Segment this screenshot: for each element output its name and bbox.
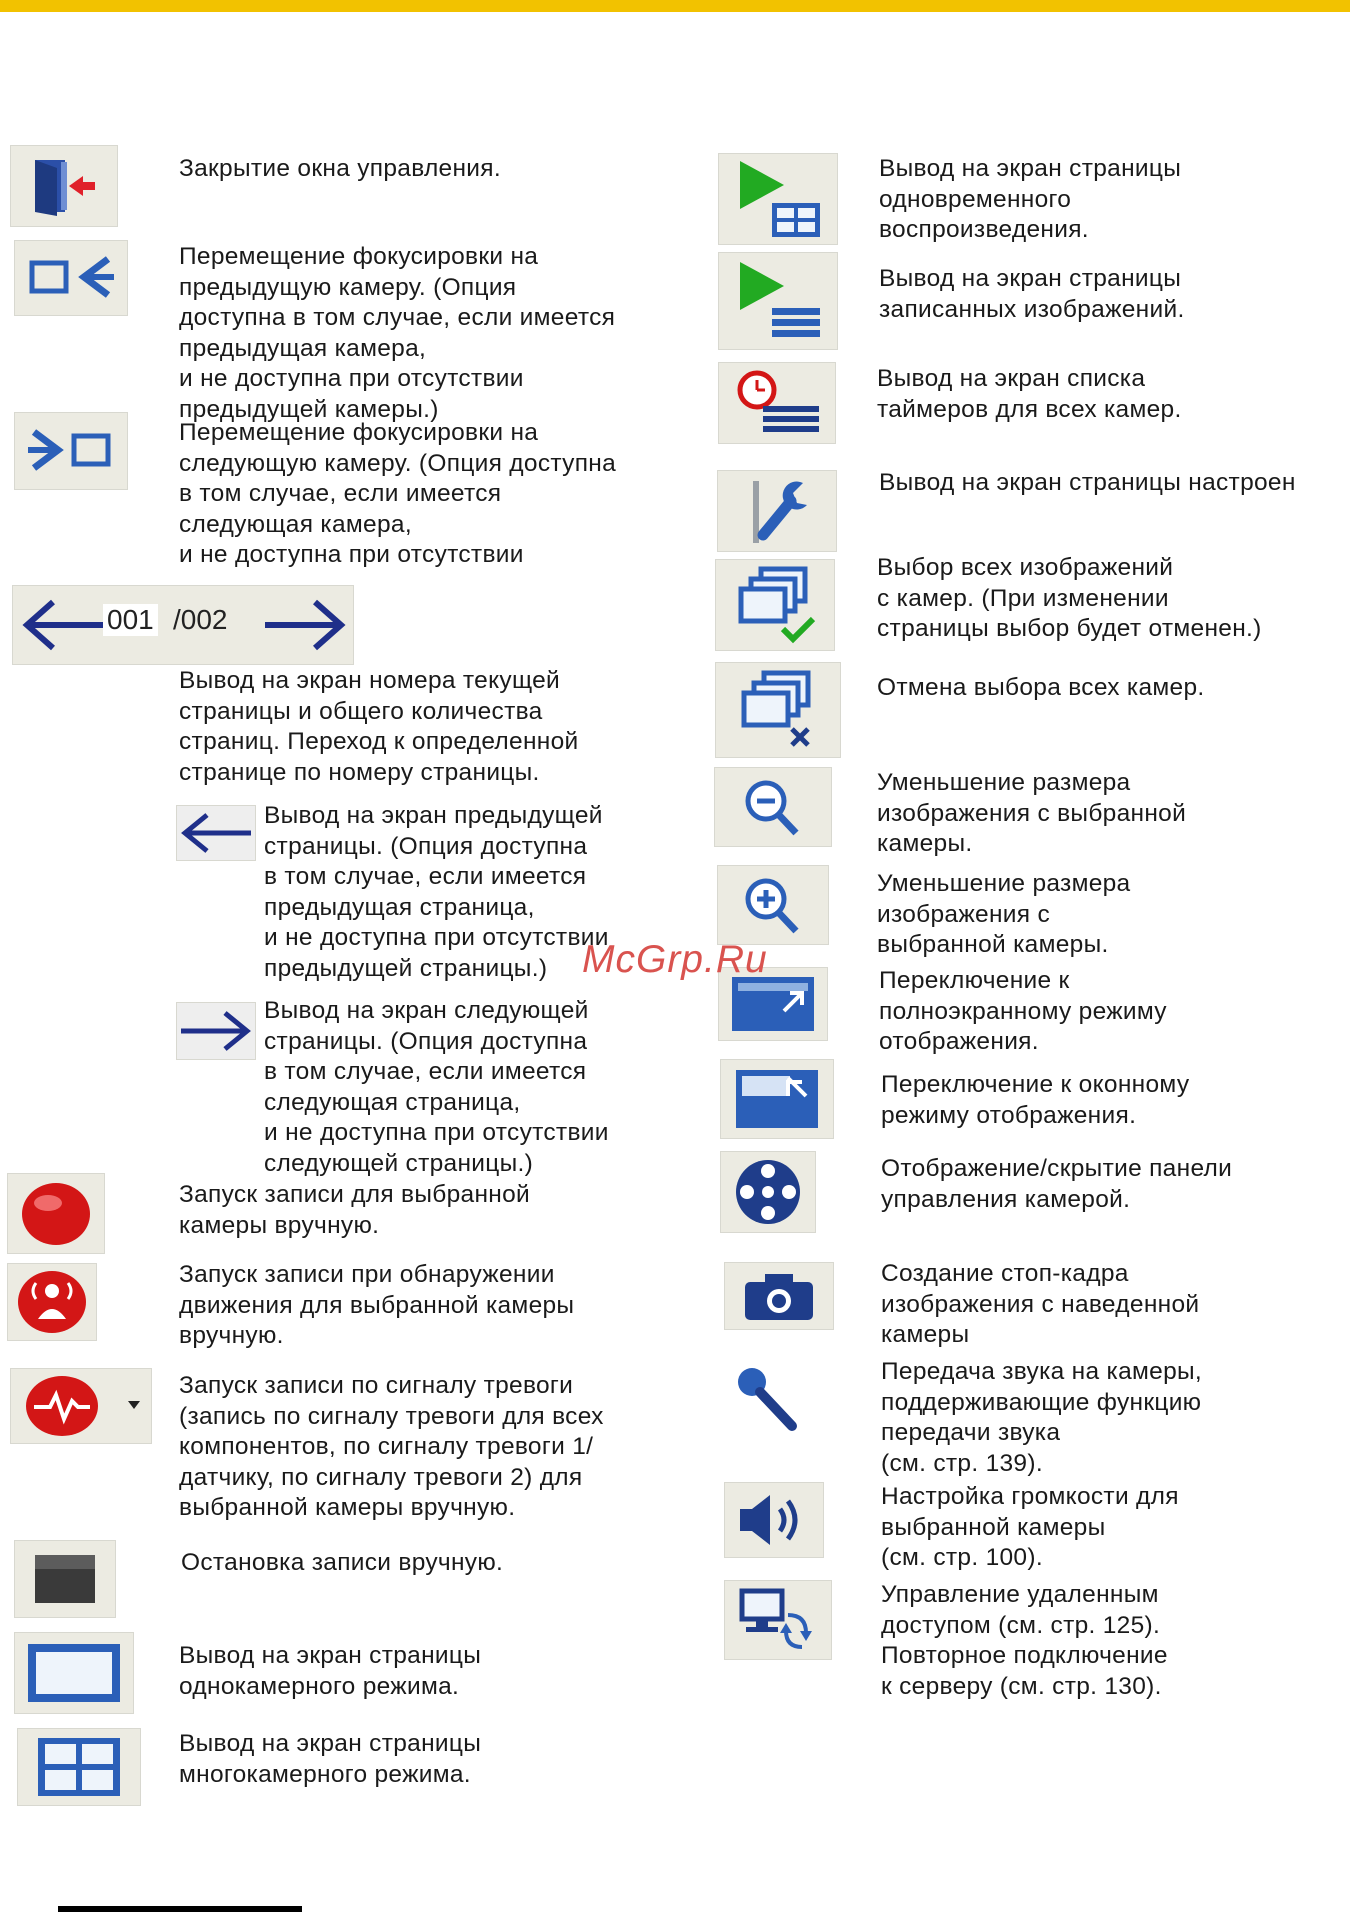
stop-record-desc: Остановка записи вручную. — [181, 1549, 504, 1576]
multi-view-desc: Вывод на экран страницы многокамерного режима. — [179, 1730, 482, 1788]
remote-access-desc: Управление удаленным доступом (см. стр. 125). Повторное подключение к серверу (см. стр. 130). — [881, 1581, 1168, 1700]
window-mode-desc: Переключение к оконному режиму отображения. — [881, 1071, 1190, 1129]
ptz-panel-desc: Отображение/скрытие панели управления камерой. — [881, 1155, 1233, 1213]
remote-access-icon[interactable] — [724, 1580, 832, 1660]
select-all-icon[interactable] — [715, 559, 835, 651]
manual-record-desc: Запуск записи для выбранной камеры вручную. — [179, 1181, 531, 1239]
next-camera-desc: Перемещение фокусировки на следующую камеру. (Опция доступна в том случае, если имеется следующая камера, и не доступна при отсутствии — [179, 419, 617, 568]
timer-list-icon[interactable] — [718, 362, 836, 444]
microphone-talk-icon[interactable] — [718, 1360, 822, 1440]
recorded-images-desc: Вывод на экран страницы записанных изображений. — [879, 265, 1185, 323]
page-navigator-desc: Вывод на экран номера текущей страницы и общего количества страниц. Переход к определенной странице по номеру страницы. — [179, 667, 579, 786]
top-accent-bar — [0, 0, 1350, 12]
prev-camera-icon[interactable] — [14, 240, 128, 316]
talk-desc: Передача звука на камеры, поддерживающие функцию передачи звука (см. стр. 139). — [881, 1358, 1203, 1477]
prev-page-icon[interactable] — [176, 805, 256, 861]
settings-desc: Вывод на экран страницы настроен — [879, 469, 1296, 496]
ptz-panel-icon[interactable] — [720, 1151, 816, 1233]
volume-desc: Настройка громкости для выбранной камеры (см. стр. 100). — [881, 1483, 1179, 1571]
page-prev-arrow-icon[interactable] — [19, 596, 107, 654]
single-view-desc: Вывод на экран страницы однокамерного режима. — [179, 1642, 482, 1700]
volume-speaker-icon[interactable] — [724, 1482, 824, 1558]
deselect-all-icon[interactable] — [715, 662, 841, 758]
settings-wrench-icon[interactable] — [717, 470, 837, 552]
single-view-icon[interactable] — [14, 1632, 134, 1714]
snapshot-camera-icon[interactable] — [724, 1262, 834, 1330]
multi-view-icon[interactable] — [17, 1728, 141, 1806]
sync-playback-desc: Вывод на экран страницы одновременного воспроизведения. — [879, 155, 1182, 243]
recorded-images-icon[interactable] — [718, 252, 838, 350]
prev-camera-desc: Перемещение фокусировки на предыдущую камеру. (Опция доступна в том случае, если имеется предыдущая камера, и не доступна при отсутствии предыдущей камеры.) — [179, 243, 616, 423]
alarm-record-dropdown-icon[interactable] — [10, 1368, 152, 1444]
page-current-number[interactable]: 001 — [103, 604, 158, 636]
deselect-all-desc: Отмена выбора всех камер. — [877, 674, 1205, 701]
sync-playback-icon[interactable] — [718, 153, 838, 245]
next-camera-icon[interactable] — [14, 412, 128, 490]
prev-page-desc: Вывод на экран предыдущей страницы. (Опция доступна в том случае, если имеется предыдущая страница, и не доступна при отсутствии предыдущей страницы.) — [264, 802, 609, 982]
select-all-desc: Выбор всех изображений с камер. (При изменении страницы выбор будет отменен.) — [877, 554, 1262, 642]
close-window-desc: Закрытие окна управления. — [179, 155, 501, 182]
close-window-icon[interactable] — [10, 145, 118, 227]
zoom-in-desc: Уменьшение размера изображения с выбранной камеры. — [877, 870, 1131, 958]
motion-record-desc: Запуск записи при обнаружении движения для выбранной камеры вручную. — [179, 1261, 575, 1349]
zoom-in-icon[interactable] — [717, 865, 829, 945]
manual-record-icon[interactable] — [7, 1173, 105, 1254]
stop-record-icon[interactable] — [14, 1540, 116, 1618]
timer-list-desc: Вывод на экран списка таймеров для всех камер. — [877, 365, 1182, 423]
zoom-out-desc: Уменьшение размера изображения с выбранной камеры. — [877, 769, 1187, 857]
footer-rule — [58, 1906, 302, 1912]
page-total-count: /002 — [173, 604, 228, 635]
page-next-arrow-icon[interactable] — [263, 596, 349, 654]
next-page-icon[interactable] — [176, 1002, 256, 1060]
snapshot-desc: Создание стоп-кадра изображения с наведенной камеры — [881, 1260, 1200, 1348]
fullscreen-desc: Переключение к полноэкранному режиму отображения. — [879, 967, 1167, 1055]
page-navigator[interactable] — [12, 585, 354, 665]
watermark-text: McGrp.Ru — [582, 938, 768, 981]
next-page-desc: Вывод на экран следующей страницы. (Опция доступна в том случае, если имеется следующая страница, и не доступна при отсутствии следующей страницы.) — [264, 997, 609, 1177]
zoom-out-icon[interactable] — [714, 767, 832, 847]
alarm-record-desc: Запуск записи по сигналу тревоги (запись по сигналу тревоги для всех компонентов, по сигналу тревоги 1/ датчику, по сигналу тревоги 2) для выбранной камеры вручную. — [179, 1372, 604, 1521]
window-mode-icon[interactable] — [720, 1059, 834, 1139]
motion-record-icon[interactable] — [7, 1263, 97, 1341]
